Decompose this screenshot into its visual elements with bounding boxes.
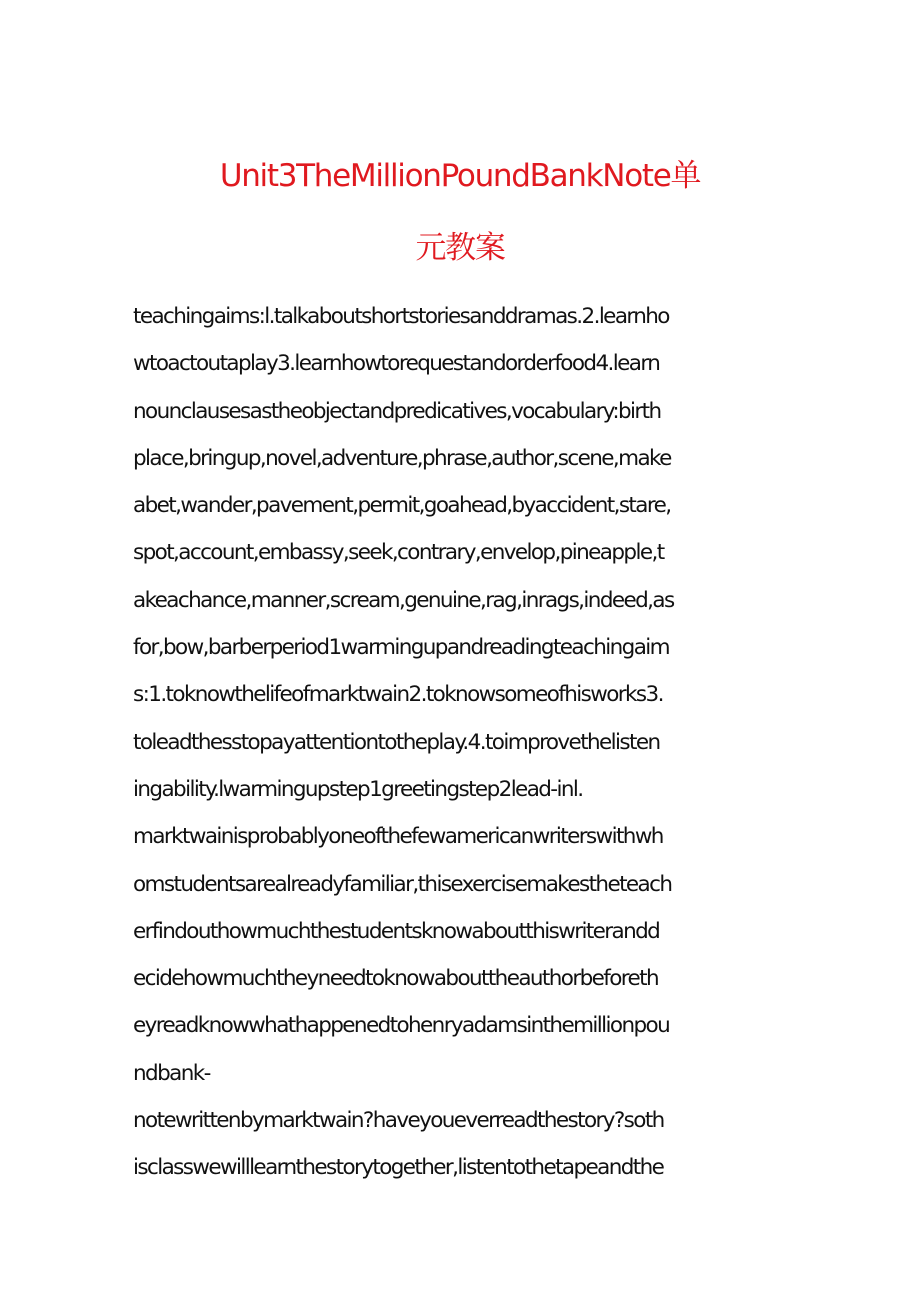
body-text (133, 293, 793, 1192)
body-line: isclasswewilllearnthestorytogether,listentothetapeandthe (133, 1155, 664, 1181)
body-line: notewrittenbymarktwain?haveyoueverreadthestory?soth (133, 1108, 664, 1134)
body-line: ndbank- (133, 1060, 210, 1086)
body-line: teachingaims:l.talkaboutshortstoriesanddramas.2.learnho (133, 304, 669, 329)
body-line: marktwainisprobablyoneofthefewamericanwriterswithwh (133, 824, 663, 850)
body-line: ingability.lwarmingupstep1greetingstep2lead-inl. (133, 776, 583, 802)
body-line: eyreadknowwhathappenedtohenryadamsinthemillionpou (133, 1013, 670, 1039)
title-line-2: 元教案 (415, 230, 505, 266)
body-line: ecidehowmuchtheyneedtoknowabouttheauthorbeforeth (133, 966, 659, 992)
body-line: toleadthesstopayattentiontotheplay.4.toimprovethelisten (133, 729, 660, 755)
body-line: erfindouthowmuchthestudentsknowaboutthiswriterandd (133, 918, 660, 944)
body-line: for,bow,barberperiod1warmingupandreadingteachingaim (133, 635, 669, 661)
title-line-1: Unit3TheMillionPoundBankNote单 (219, 158, 701, 194)
body-line: place,bringup,novel,adventure,phrase,author,scene,make (133, 445, 671, 471)
body-line: nounclausesastheobjectandpredicatives,vocabulary:birth (133, 398, 661, 424)
body-line: akeachance,manner,scream,genuine,rag,inrags,indeed,as (133, 587, 674, 613)
body-line: spot,account,embassy,seek,contrary,envelop,pineapple,t (133, 540, 664, 566)
body-line: s:1.toknowthelifeofmarktwain2.toknowsomeofhisworks3. (133, 682, 663, 708)
body-line: omstudentsarealreadyfamiliar,thisexercisemakestheteach (133, 871, 672, 897)
body-line: abet,wander,pavement,permit,goahead,byaccident,stare, (133, 493, 671, 519)
body-line: wtoactoutaplay3.learnhowtorequestandorderfood4.learn (133, 351, 660, 377)
